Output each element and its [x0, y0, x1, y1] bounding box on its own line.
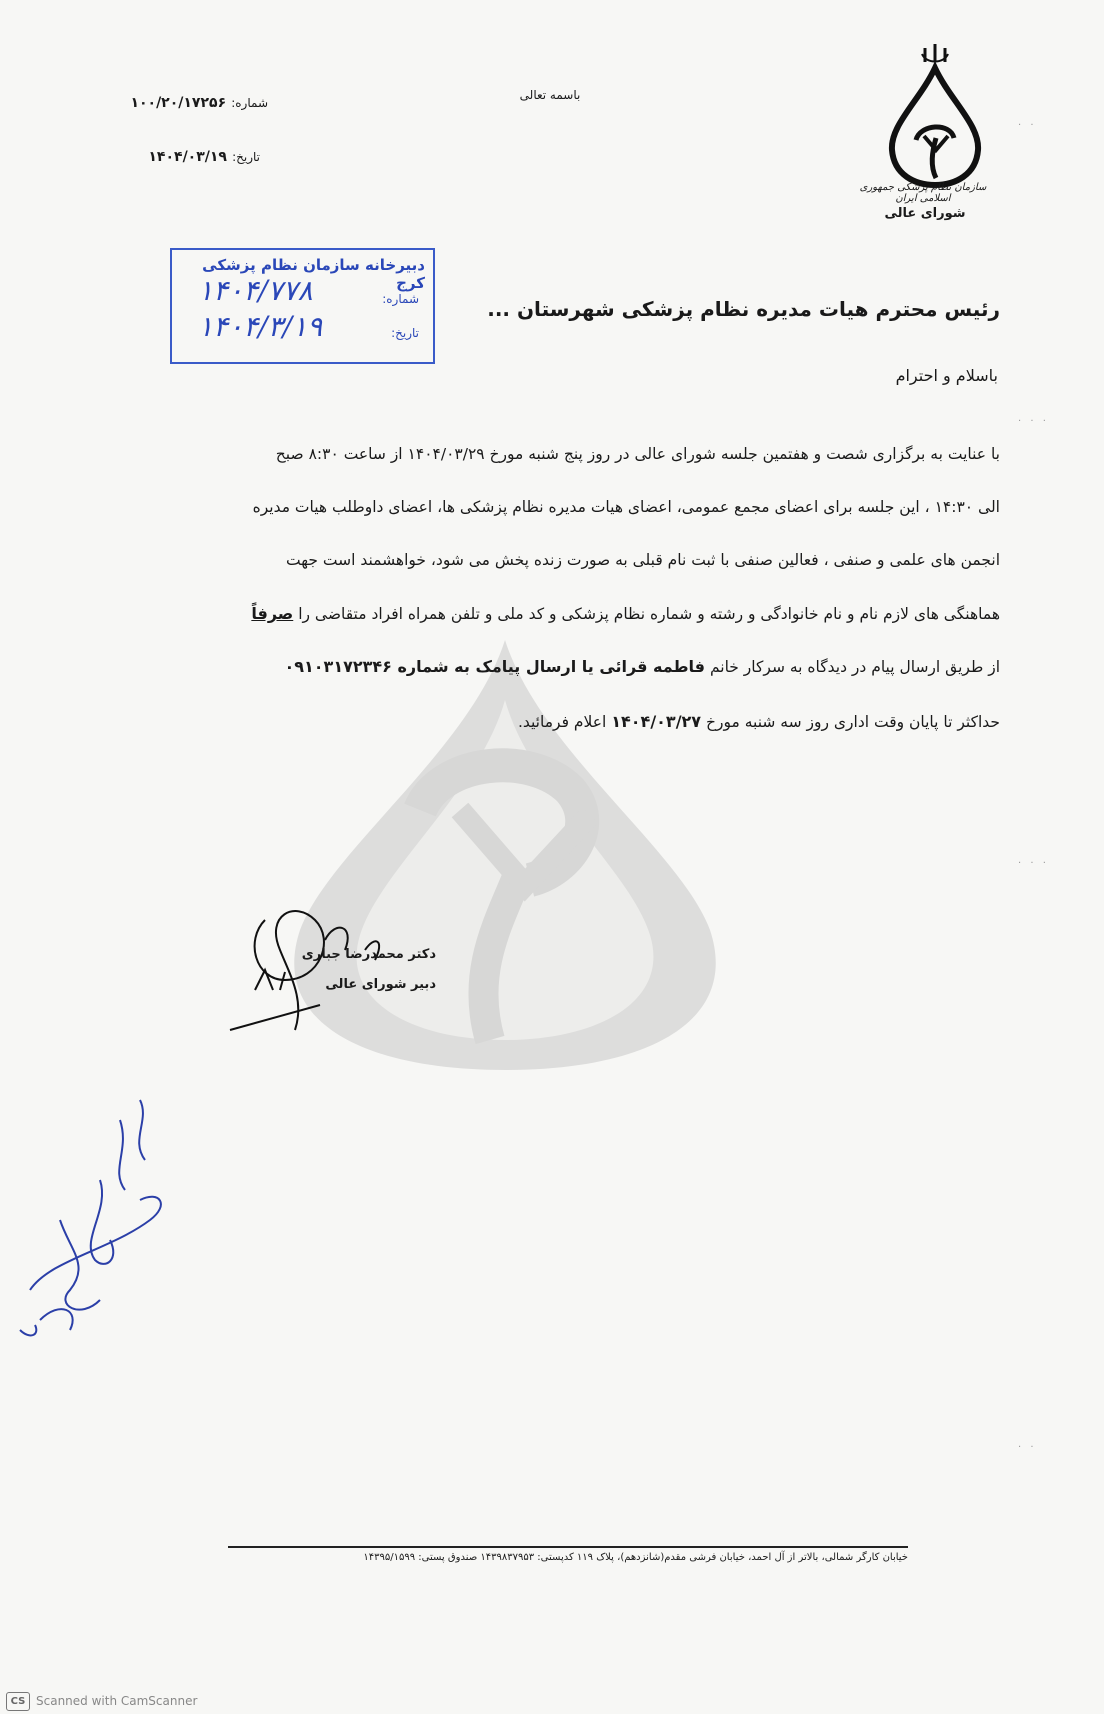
- camscanner-text: Scanned with CamScanner: [36, 1694, 198, 1708]
- body-line-6-text-b: اعلام فرمائید.: [517, 713, 607, 731]
- margin-dots: · · ·: [1018, 858, 1049, 869]
- body-line-4-emphasis: صرفاً: [251, 604, 294, 623]
- body-line-5-text: از طریق ارسال پیام در دیدگاه به سرکار خانم: [709, 658, 1000, 676]
- letter-date-row: [128, 146, 260, 165]
- body-line-5: [100, 657, 1000, 676]
- body-line-4: [100, 604, 1000, 623]
- footer-address: خیابان کارگر شمالی، بالاتر از آل احمد، خیابان فرشی مقدم(شانزدهم)، پلاک ۱۱۹ کدپستی: ۱۴۳۹۸۳۷۹۵۳ صندوق پستی: ۱۴۳۹۵/۱۵۹۹: [363, 1552, 908, 1563]
- body-line-2: الی ۱۴:۳۰ ، این جلسه برای اعضای مجمع عمومی، اعضای هیات مدیره نظام پزشکی ها، اعضای داوطلب هیات مدیره: [252, 498, 1000, 516]
- org-name: سازمان نظام پزشکی جمهوری اسلامی ایران: [859, 182, 987, 204]
- secretariat-stamp: [170, 248, 435, 364]
- date-value: ۱۴۰۴/۰۳/۱۹: [148, 149, 227, 165]
- handwritten-note-icon: [0, 1090, 200, 1350]
- body-line-4-text: هماهنگی های لازم نام و نام خانوادگی و رشته و شماره نظام پزشکی و کد ملی و تلفن همراه افراد متقاضی را: [298, 605, 1000, 623]
- number-value: ۱۰۰/۲۰/۱۷۲۵۶: [130, 95, 227, 111]
- signatory-name: دکتر محمدرضا جباری: [301, 947, 436, 962]
- margin-dots: · · ·: [1018, 416, 1049, 427]
- body-line-5-contact: فاطمه قرائی یا ارسال پیامک به شماره ۰۹۱۰۳۱۷۲۳۴۶: [284, 657, 705, 676]
- signatory: [302, 940, 436, 1000]
- stamp-number-label: شماره:: [382, 292, 419, 306]
- greeting: باسلام و احترام: [895, 366, 998, 385]
- date-label: تاریخ:: [232, 150, 260, 164]
- letter-number-row: [118, 92, 268, 111]
- stamp-number-value: ۱۴۰۴/۷۷۸: [198, 274, 313, 307]
- body-line-6-text-a: حداکثر تا پایان وقت اداری روز سه شنبه مورخ: [706, 713, 1000, 731]
- number-label: شماره:: [231, 96, 268, 110]
- body-line-6: [100, 712, 1000, 731]
- recipient: رئیس محترم هیات مدیره نظام پزشکی شهرستان ...: [487, 297, 1000, 321]
- camscanner-logo: CS: [6, 1692, 30, 1711]
- margin-dots: · ·: [1018, 1442, 1037, 1453]
- org-council: شورای عالی: [884, 206, 966, 221]
- stamp-date-label: تاریخ:: [391, 326, 419, 340]
- body-line-3: انجمن های علمی و صنفی ، فعالین صنفی با ثبت نام قبلی به صورت زنده پخش می شود، خواهشمند است جهت: [286, 551, 1000, 569]
- signatory-title: دبیر شورای عالی: [325, 977, 436, 992]
- body-line-1: با عنایت به برگزاری شصت و هفتمین جلسه شورای عالی در روز پنج شنبه مورخ ۱۴۰۴/۰۳/۲۹ از ساعت ۸:۳۰ صبح: [275, 445, 1000, 463]
- body-line-6-date: ۱۴۰۴/۰۳/۲۷: [611, 712, 702, 731]
- org-logo-icon: [880, 40, 990, 190]
- stamp-date-value: ۱۴۰۴/۳/۱۹: [198, 310, 323, 343]
- footer-divider: [228, 1546, 908, 1548]
- basmala: باسمه تعالی: [519, 88, 581, 102]
- margin-dots: · ·: [1018, 120, 1037, 131]
- stamp-title: دبیرخانه سازمان نظام پزشکی کرج: [202, 256, 425, 292]
